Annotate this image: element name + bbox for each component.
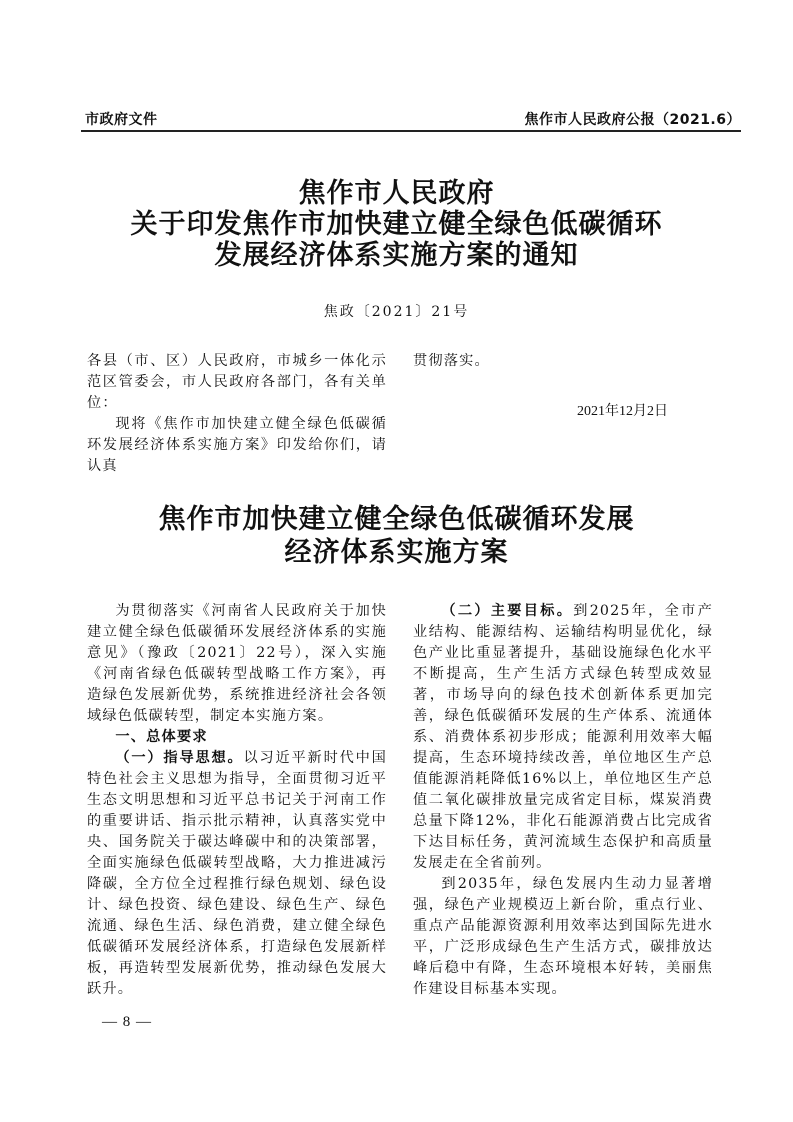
- notice-salutation: 各县（市、区）人民政府，市城乡一体化示范区管委会，市人民政府各部门，各有关单位：: [87, 353, 387, 411]
- plan-intro: 为贯彻落实《河南省人民政府关于加快建立健全绿色低碳循环发展经济体系的实施意见》（豫政〔2021〕22号），深入实施《河南省绿色低碳转型战略工作方案》，再造绿色发展新优势，系统推进经济社会各领域绿色低碳转型，制定本实施方案。: [87, 603, 387, 724]
- notice-title: [0, 178, 793, 271]
- section-heading: 一、总体要求: [115, 729, 208, 745]
- goals-paragraph: [413, 601, 713, 874]
- guiding-text: 以习近平新时代中国特色社会主义思想为指导，全面贯彻习近平生态文明思想和习近平总书记关于河南工作的重要讲话、指示批示精神，认真落实党中央、国务院关于碳达峰碳中和的决策部署，全面实施绿色低碳转型战略，大力推进减污降碳，全方位全过程推行绿色规划、绿色设计、绿色投资、绿色建设、绿色生产、绿色流通、绿色生活、绿色消费，建立健全绿色低碳循环发展经济体系，打造绿色发展新样板，再造转型发展新优势，推动绿色发展大跃升。: [87, 750, 387, 997]
- plan-body-right-column: [413, 601, 713, 1000]
- notice-body-continued: 贯彻落实。: [413, 353, 490, 369]
- goals-lead: （二）主要目标。: [441, 603, 574, 619]
- header-divider: [81, 130, 741, 132]
- goals-text: 到2025年，全市产业结构、能源结构、运输结构明显优化，绿色产业比重显著提升，基础设施绿色化水平不断提高，生产生活方式绿色转型成效显著，市场导向的绿色技术创新体系更加完善，绿色低碳循环发展的生产体系、流通体系、消费体系初步形成；能源利用效率大幅提高，生态环境持续改善，单位地区生产总值能源消耗降低16%以上，单位地区生产总值二氧化碳排放量完成省定目标，煤炭消费总量下降12%，非化石能源消费占比完成省下达目标任务，黄河流域生态保护和高质量发展走在全省前列。: [413, 603, 713, 871]
- notice-body-right: [413, 351, 713, 372]
- guiding-paragraph: [87, 748, 387, 1000]
- notice-title-line: 焦作市人民政府: [298, 178, 495, 209]
- page-number: — 8 —: [102, 1014, 152, 1030]
- header-section-label: 市政府文件: [85, 112, 158, 128]
- notice-date: 2021年12月2日: [577, 404, 668, 419]
- header-bar: [85, 107, 741, 129]
- notice-title-line: 关于印发焦作市加快建立健全绿色低碳循环: [130, 209, 663, 240]
- document-number: 焦政〔2021〕21号: [323, 304, 470, 320]
- plan-title: [0, 503, 793, 569]
- notice-body-left: [87, 351, 387, 477]
- plan-title-line: 焦作市加快建立健全绿色低碳循环发展: [158, 504, 635, 535]
- header-publication-label: 焦作市人民政府公报（2021.6）: [524, 112, 741, 128]
- goals-2035-paragraph: 到2035年，绿色发展内生动力显著增强，绿色产业规模迈上新台阶，重点行业、重点产品能源资源利用效率达到国际先进水平，广泛形成绿色生产生活方式，碳排放达峰后稳中有降，生态环境根本好转，美丽焦作建设目标基本实现。: [413, 876, 713, 997]
- notice-title-line: 发展经济体系实施方案的通知: [214, 240, 579, 271]
- notice-body: 现将《焦作市加快建立健全绿色低碳循环发展经济体系实施方案》印发给你们，请认真: [87, 416, 387, 474]
- plan-body-left-column: [87, 601, 387, 1000]
- plan-title-line: 经济体系实施方案: [284, 537, 509, 568]
- guiding-lead: （一）指导思想。: [115, 750, 244, 766]
